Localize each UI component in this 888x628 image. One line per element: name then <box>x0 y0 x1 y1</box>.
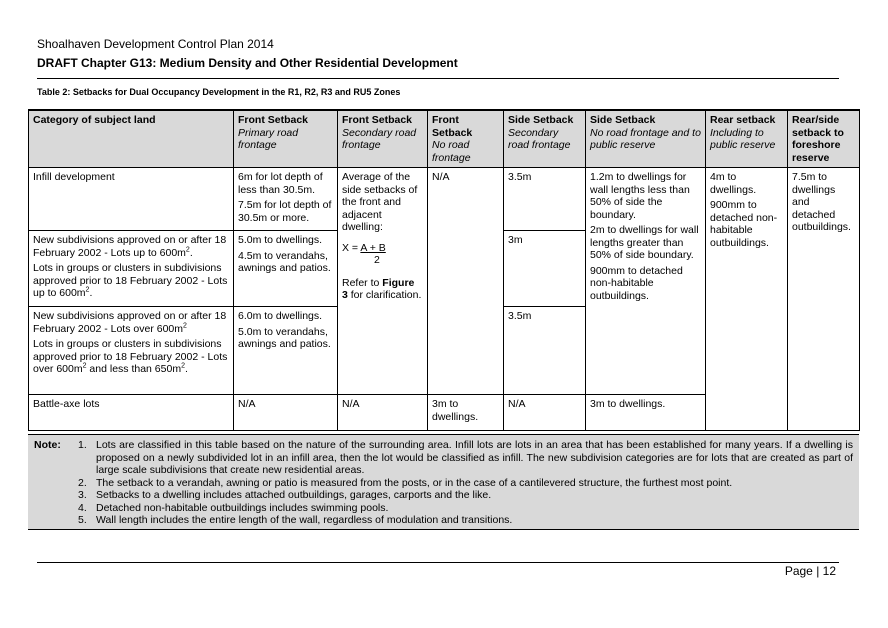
col-header-rear: Rear setback Including to public reserve <box>706 110 788 168</box>
header-divider <box>37 78 839 79</box>
notes-label: Note: <box>34 439 61 451</box>
note-item: 4. Detached non-habitable outbuildings includes swimming pools. <box>78 501 389 514</box>
table-row-infill <box>29 168 860 231</box>
cell-side-secondary-small-lots: 3m <box>504 231 586 307</box>
cell-side-secondary-infill: 3.5m <box>504 168 586 231</box>
chapter-title: DRAFT Chapter G13: Medium Density and Other Residential Development <box>37 56 458 70</box>
col-header-front-none: Front Setback No road frontage <box>428 110 504 168</box>
cell-rear-merged: 4m to dwellings. 900mm to detached non-habitable outbuildings. <box>706 168 788 431</box>
col-header-foreshore: Rear/side setback to foreshore reserve <box>788 110 860 168</box>
cell-category-small-lots: New subdivisions approved on or after 18 February 2002 - Lots up to $600m^2$. Lots in groups or clusters in subdivisions approved prior to 18 February 2002 - Lots up to $600m^2$. <box>29 231 234 307</box>
note-item: 3. Setbacks to a dwelling includes attached outbuildings, garages, carports and the like. <box>78 489 492 501</box>
cell-front-primary-infill: 6m for lot depth of less than 30.5m. 7.5m for lot depth of 30.5m or more. <box>234 168 338 231</box>
col-header-side-none: Side Setback No road frontage and to public reserve <box>586 110 706 168</box>
cell-side-none-merged: 1.2m to dwellings for wall lengths less than 50% of side the boundary. 2m to dwellings for wall lengths greater than 50% of side boundary. 900mm to detached non-habitable outbuildings. <box>586 168 706 395</box>
setbacks-table <box>28 109 860 431</box>
col-header-side-secondary: Side Setback Secondary road frontage <box>504 110 586 168</box>
cell-front-secondary-merged: Average of the side setbacks of the front and adjacent dwelling: X = A + B 2 Refer to Figure 3 for clarification. <box>338 168 428 395</box>
average-formula: X = A + B 2 <box>342 241 386 266</box>
cell-side-secondary-large-lots: 3.5m <box>504 307 586 395</box>
table-header-row <box>29 110 860 168</box>
col-header-category: Category of subject land <box>29 110 234 168</box>
plan-title: Shoalhaven Development Control Plan 2014 <box>37 37 274 51</box>
cell-front-none-battle-axe: 3m to dwellings. <box>428 395 504 431</box>
cell-side-secondary-battle-axe: N/A <box>504 395 586 431</box>
notes-list <box>78 439 853 527</box>
cell-category-large-lots: New subdivisions approved on or after 18 February 2002 - Lots over $600m^2$ Lots in groups or clusters in subdivisions approved prior to 18 February 2002 - Lots over $600m^2$ and less than $650m^2$. <box>29 307 234 395</box>
cell-side-none-battle-axe: 3m to dwellings. <box>586 395 706 431</box>
cell-category-battle-axe: Battle-axe lots <box>29 395 234 431</box>
col-header-front-primary: Front Setback Primary road frontage <box>234 110 338 168</box>
cell-front-secondary-battle-axe: N/A <box>338 395 428 431</box>
cell-category-infill: Infill development <box>29 168 234 231</box>
footer-divider <box>37 562 839 563</box>
table-caption: Table 2: Setbacks for Dual Occupancy Development in the R1, R2, R3 and RU5 Zones <box>37 87 401 97</box>
cell-front-none-merged: N/A <box>428 168 504 395</box>
notes-section <box>28 434 859 530</box>
cell-front-primary-small-lots: 5.0m to dwellings. 4.5m to verandahs, awnings and patios. <box>234 231 338 307</box>
cell-front-primary-large-lots: 6.0m to dwellings. 5.0m to verandahs, awnings and patios. <box>234 307 338 395</box>
note-item: 1. Lots are classified in this table based on the nature of the surrounding area. Infill lots are lots in an area that has been established for many years. If a dwelling is proposed on a newly subdivided lot in an infill area, then the lot would be classified as infill. The new subdivision categories are for lots that are created as part of large scale subdivisions that create new residential areas. <box>78 439 853 476</box>
note-item: 2. The setback to a verandah, awning or patio is measured from the posts, or in the case of a cantilevered structure, the furthest most point. <box>78 476 733 489</box>
figure-reference: Figure 3 <box>342 276 415 301</box>
cell-front-primary-battle-axe: N/A <box>234 395 338 431</box>
page-number: Page | 12 <box>784 564 836 578</box>
col-header-front-secondary: Front Setback Secondary road frontage <box>338 110 428 168</box>
note-item: 5. Wall length includes the entire length of the wall, regardless of modulation and transitions. <box>78 514 513 526</box>
cell-foreshore-merged: 7.5m to dwellings and detached outbuildings. <box>788 168 860 431</box>
